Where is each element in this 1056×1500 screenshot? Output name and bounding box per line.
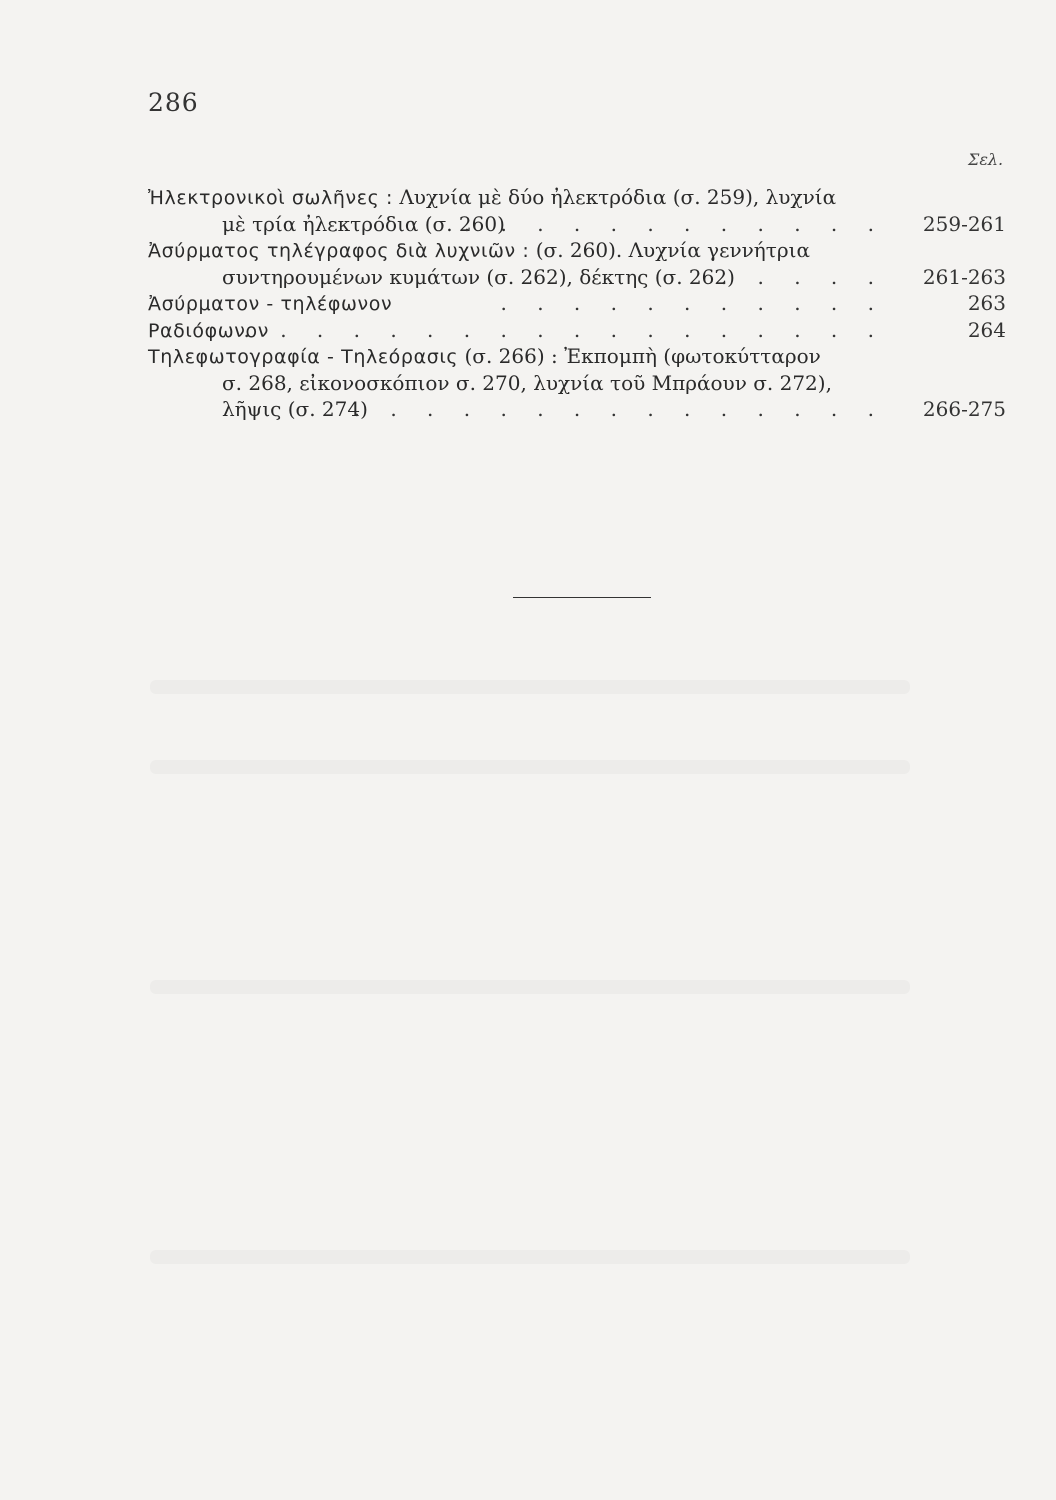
entry-text: (σ. 266) : Ἐκπομπὴ (φωτοκύτταρον (458, 344, 821, 368)
page-reference: 259-261 (922, 211, 1006, 236)
leader-dots: . . . . . (720, 264, 886, 289)
page-reference: 261-263 (922, 264, 1006, 289)
leader-dots: . . . . . . . . . . . (500, 291, 886, 315)
entry-text: μὲ τρία ἠλεκτρόδια (σ. 260) (222, 211, 505, 236)
entry-text: λῆψις (σ. 274) (222, 397, 368, 421)
table-of-contents (148, 184, 1006, 423)
toc-entry (148, 184, 1006, 237)
section-divider (513, 597, 651, 598)
page-column-label: Σελ. (968, 150, 1004, 169)
entry-heading: Ἠλεκτρονικοὶ σωλῆνες : (148, 187, 393, 209)
entry-heading: Τηλεφωτογραφία - Τηλεόρασις (148, 346, 459, 368)
page-number: 286 (148, 88, 199, 117)
toc-line (148, 237, 1006, 264)
toc-line (148, 343, 1006, 370)
leader-dots: . . . . . . . . . . . . . . . . . . (243, 317, 886, 342)
entry-text: συντηρουμένων κυμάτων (σ. 262), δέκτης (σ. 262) (222, 264, 735, 289)
leader-dots: . . . . . . . . . . . . . . . (353, 397, 886, 421)
entry-heading: Ἀσύρματον - τηλέφωνον (148, 293, 393, 315)
entry-text: Λυχνία μὲ δύο ἠλεκτρόδια (σ. 259), λυχνία (393, 185, 837, 209)
entry-text: σ. 268, εἰκονοσκόπιον σ. 270, λυχνία τοῦ Μπράουν σ. 272), (222, 370, 832, 395)
show-through-smudge (150, 760, 910, 774)
toc-line (148, 184, 1006, 211)
toc-line (148, 370, 1006, 397)
show-through-smudge (150, 680, 910, 694)
show-through-smudge (150, 1250, 910, 1264)
toc-line (148, 317, 1006, 344)
entry-heading: Ραδιόφωνον (148, 319, 269, 342)
toc-entry (148, 343, 1006, 423)
toc-line (148, 264, 1006, 291)
toc-entry (148, 290, 1006, 317)
page-reference: 264 (967, 317, 1006, 342)
show-through-smudge (150, 980, 910, 994)
page-reference: 266-275 (922, 397, 1006, 421)
entry-heading: Ἀσύρματος τηλέγραφος διὰ λυχνιῶν : (148, 240, 530, 262)
toc-line (148, 290, 1006, 317)
leader-dots: . . . . . . . . . . . . (463, 211, 886, 236)
toc-line (148, 396, 1006, 423)
entry-text: (σ. 260). Λυχνία γεννήτρια (529, 238, 810, 262)
page-reference: 263 (967, 291, 1006, 315)
toc-entry (148, 317, 1006, 344)
toc-entry (148, 237, 1006, 290)
toc-line (148, 211, 1006, 238)
